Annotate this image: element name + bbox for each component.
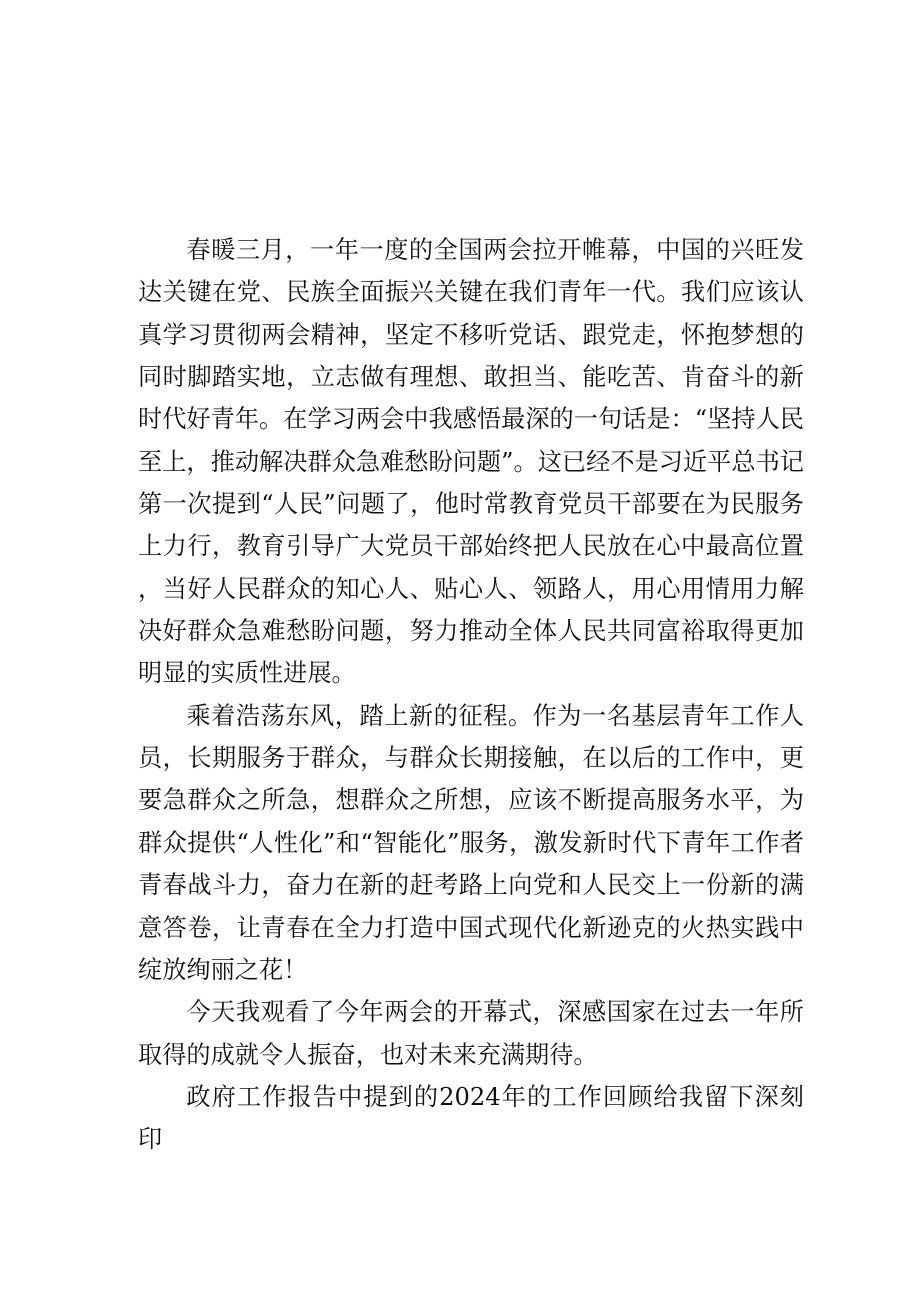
paragraph-2: 乘着浩荡东风，踏上新的征程。作为一名基层青年工作人员，长期服务于群众，与群众长期接触，在以后的工作中，更要急群众之所急，想群众之所想，应该不断提高服务水平，为群众提供“人性化”和“智能化”服务，激发新时代下青年工作者青春战斗力，奋力在新的赶考路上向党和人民交上一份新的满意答卷，让青春在全力打造中国式现代化新逊克的火热实践中绽放绚丽之花！	[138, 701, 804, 984]
document-body	[138, 229, 804, 1161]
paragraph-1: 春暖三月，一年一度的全国两会拉开帷幕，中国的兴旺发达关键在党、民族全面振兴关键在我们青年一代。我们应该认真学习贯彻两会精神，坚定不移听党话、跟党走，怀抱梦想的同时脚踏实地，立志做有理想、敢担当、能吃苦、肯奋斗的新时代好青年。在学习两会中我感悟最深的一句话是：“坚持人民至上，推动解决群众急难愁盼问题”。这已经不是习近平总书记第一次提到“人民”问题了，他时常教育党员干部要在为民服务上力行，教育引导广大党员干部始终把人民放在心中最高位置，当好人民群众的知心人、贴心人、领路人，用心用情用力解决好群众急难愁盼问题，努力推动全体人民共同富裕取得更加明显的实质性进展。	[138, 236, 804, 688]
paragraph-3: 今天我观看了今年两会的开幕式，深感国家在过去一年所取得的成就令人振奋，也对未来充满期待。	[138, 998, 804, 1069]
paragraph-4: 政府工作报告中提到的2024年的工作回顾给我留下深刻印	[138, 1082, 804, 1154]
